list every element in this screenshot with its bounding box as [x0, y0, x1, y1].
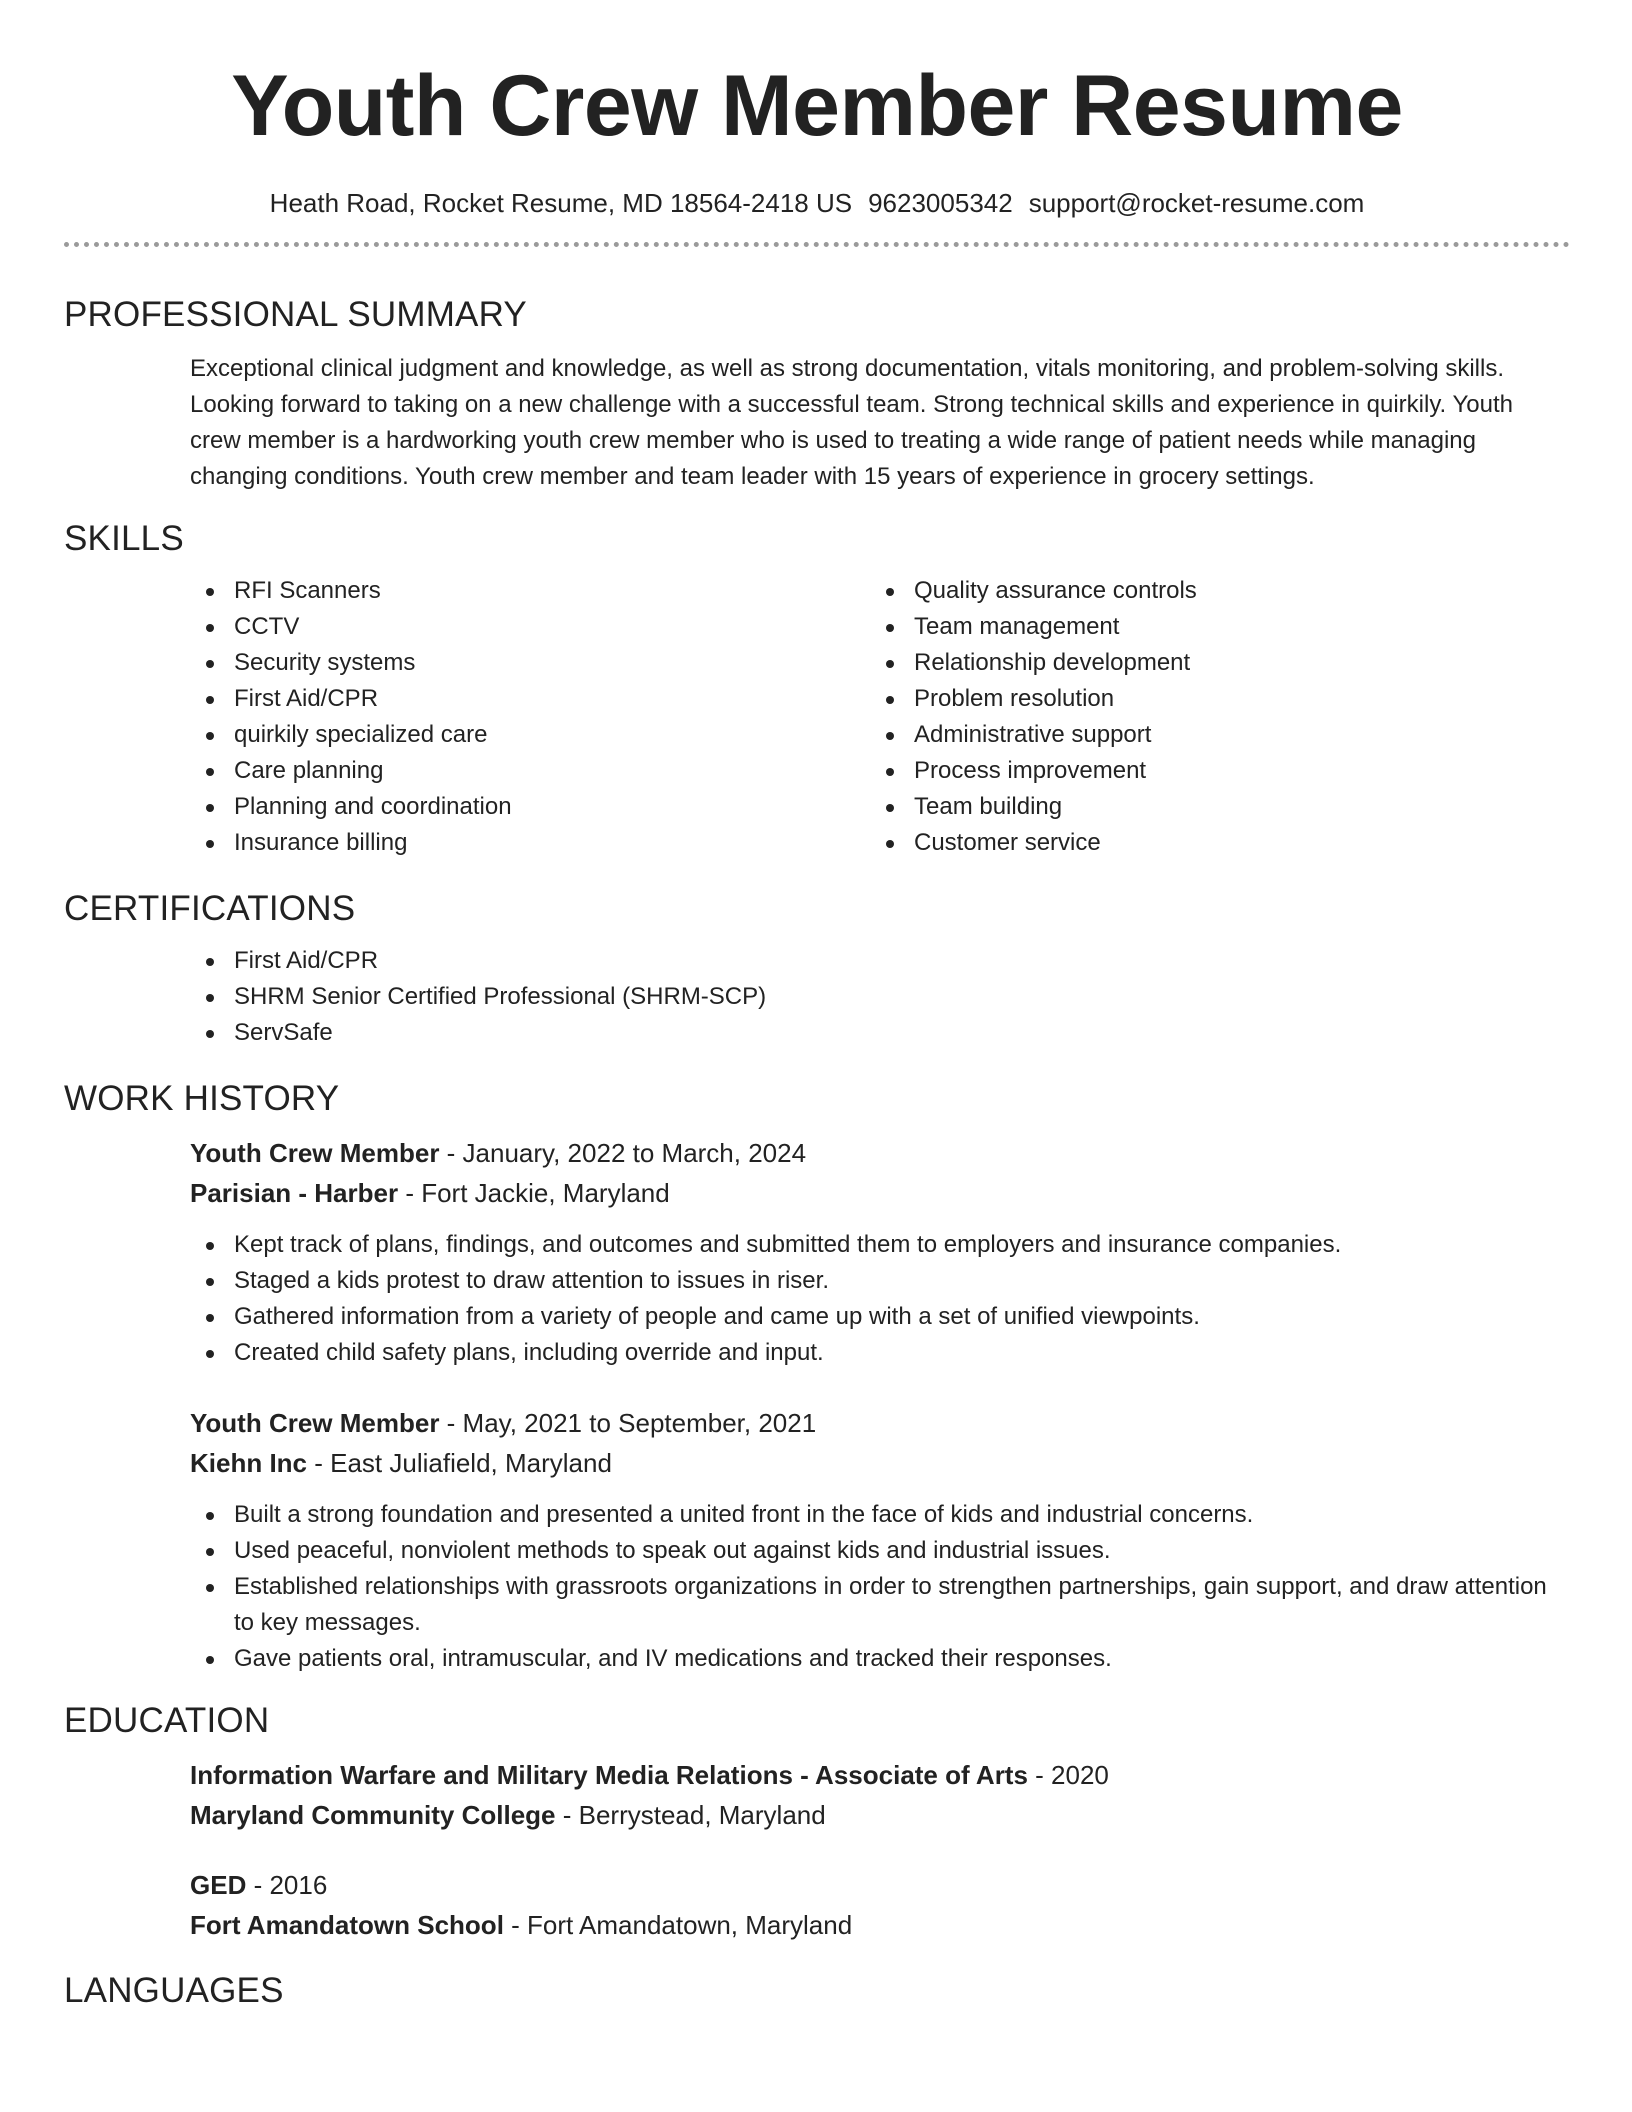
certification-item: ServSafe — [190, 1015, 1570, 1051]
job-location: - East Juliafield, Maryland — [307, 1448, 612, 1478]
summary-text: Exceptional clinical judgment and knowledge, as well as strong documentation, vitals monitoring, and problem-solving skills. Looking forward to taking on a new challenge with a successful team. Strong technical skills and experience in quirkily. Youth crew member is a hardworking youth crew member who is used to treating a wide range of patient needs while managing changing conditions. Youth crew member and team leader with 15 years of experience in grocery settings. — [190, 355, 1513, 490]
summary-heading: PROFESSIONAL SUMMARY — [64, 295, 527, 334]
job-dates: - January, 2022 to March, 2024 — [439, 1138, 807, 1168]
contact-address: Heath Road, Rocket Resume, MD 18564-2418 US — [269, 188, 853, 218]
degree-line — [190, 1865, 1570, 1905]
skill-item: RFI Scanners — [190, 573, 870, 609]
job-bullet: Created child safety plans, including override and input. — [190, 1335, 1570, 1371]
certifications-heading: CERTIFICATIONS — [64, 889, 356, 928]
languages-section — [64, 1969, 1570, 2013]
job-entry — [64, 1403, 1570, 1677]
education-entry — [64, 1755, 1570, 1835]
skills-heading: SKILLS — [64, 519, 184, 558]
job-bullet: Used peaceful, nonviolent methods to speak out against kids and industrial issues. — [190, 1533, 1570, 1569]
job-bullets — [190, 1227, 1570, 1371]
certification-item: First Aid/CPR — [190, 943, 1570, 979]
job-bullets — [190, 1497, 1570, 1677]
school-name: Fort Amandatown School — [190, 1910, 504, 1940]
degree-name: Information Warfare and Military Media Relations - Associate of Arts — [190, 1760, 1028, 1790]
skill-item: Planning and coordination — [190, 789, 870, 825]
job-dates: - May, 2021 to September, 2021 — [439, 1408, 817, 1438]
degree-line — [190, 1755, 1570, 1795]
skill-item: Security systems — [190, 645, 870, 681]
job-bullet: Built a strong foundation and presented a united front in the face of kids and industrial concerns. — [190, 1497, 1570, 1533]
job-company: Kiehn Inc — [190, 1448, 308, 1478]
resume-title: Youth Crew Member Resume — [231, 58, 1403, 154]
job-bullet: Gave patients oral, intramuscular, and IV medications and tracked their responses. — [190, 1641, 1570, 1677]
certifications-list — [190, 943, 1570, 1051]
skill-item: Quality assurance controls — [870, 573, 1550, 609]
skill-item: Customer service — [870, 825, 1550, 861]
contact-email: support@rocket-resume.com — [1028, 188, 1365, 218]
job-role: Youth Crew Member — [190, 1408, 440, 1438]
degree-year: - 2020 — [1027, 1760, 1109, 1790]
skill-item: Process improvement — [870, 753, 1550, 789]
summary-section — [64, 293, 1570, 495]
skills-list-left — [190, 573, 870, 861]
school-location: - Fort Amandatown, Maryland — [503, 1910, 853, 1940]
school-line — [190, 1905, 1570, 1945]
job-company: Parisian - Harber — [190, 1178, 399, 1208]
degree-name: GED — [190, 1870, 247, 1900]
certifications-section — [64, 887, 1570, 1051]
job-title-line — [190, 1133, 1570, 1173]
job-role: Youth Crew Member — [190, 1138, 440, 1168]
skills-section — [64, 517, 1570, 861]
education-heading: EDUCATION — [64, 1701, 270, 1740]
resume-page — [64, 0, 1570, 2013]
contact-line — [64, 186, 1570, 220]
skills-columns — [190, 573, 1570, 861]
school-location: - Berrystead, Maryland — [555, 1800, 826, 1830]
job-company-line — [190, 1173, 1570, 1213]
degree-year: - 2016 — [246, 1870, 328, 1900]
work-history-section — [64, 1077, 1570, 1677]
header-divider — [64, 242, 1570, 247]
education-section — [64, 1699, 1570, 1945]
skill-item: Team building — [870, 789, 1550, 825]
skill-item: First Aid/CPR — [190, 681, 870, 717]
job-company-line — [190, 1443, 1570, 1483]
education-entry — [64, 1865, 1570, 1945]
job-bullet: Staged a kids protest to draw attention to issues in riser. — [190, 1263, 1570, 1299]
school-line — [190, 1795, 1570, 1835]
school-name: Maryland Community College — [190, 1800, 556, 1830]
job-bullet: Gathered information from a variety of people and came up with a set of unified viewpoints. — [190, 1299, 1570, 1335]
skill-item: Insurance billing — [190, 825, 870, 861]
job-title-line — [190, 1403, 1570, 1443]
job-bullet: Established relationships with grassroots organizations in order to strengthen partnerships, gain support, and draw attention to key messages. — [190, 1569, 1570, 1641]
skill-item: Problem resolution — [870, 681, 1550, 717]
skill-item: Administrative support — [870, 717, 1550, 753]
skills-list-right — [870, 573, 1550, 861]
job-location: - Fort Jackie, Maryland — [398, 1178, 670, 1208]
contact-phone: 9623005342 — [868, 188, 1013, 218]
skill-item: quirkily specialized care — [190, 717, 870, 753]
languages-heading: LANGUAGES — [64, 1971, 284, 2010]
job-bullet: Kept track of plans, findings, and outcomes and submitted them to employers and insurance companies. — [190, 1227, 1570, 1263]
work-history-heading: WORK HISTORY — [64, 1079, 340, 1118]
skill-item: Care planning — [190, 753, 870, 789]
skill-item: CCTV — [190, 609, 870, 645]
skill-item: Team management — [870, 609, 1550, 645]
certification-item: SHRM Senior Certified Professional (SHRM-SCP) — [190, 979, 1570, 1015]
skill-item: Relationship development — [870, 645, 1550, 681]
job-entry — [64, 1133, 1570, 1371]
